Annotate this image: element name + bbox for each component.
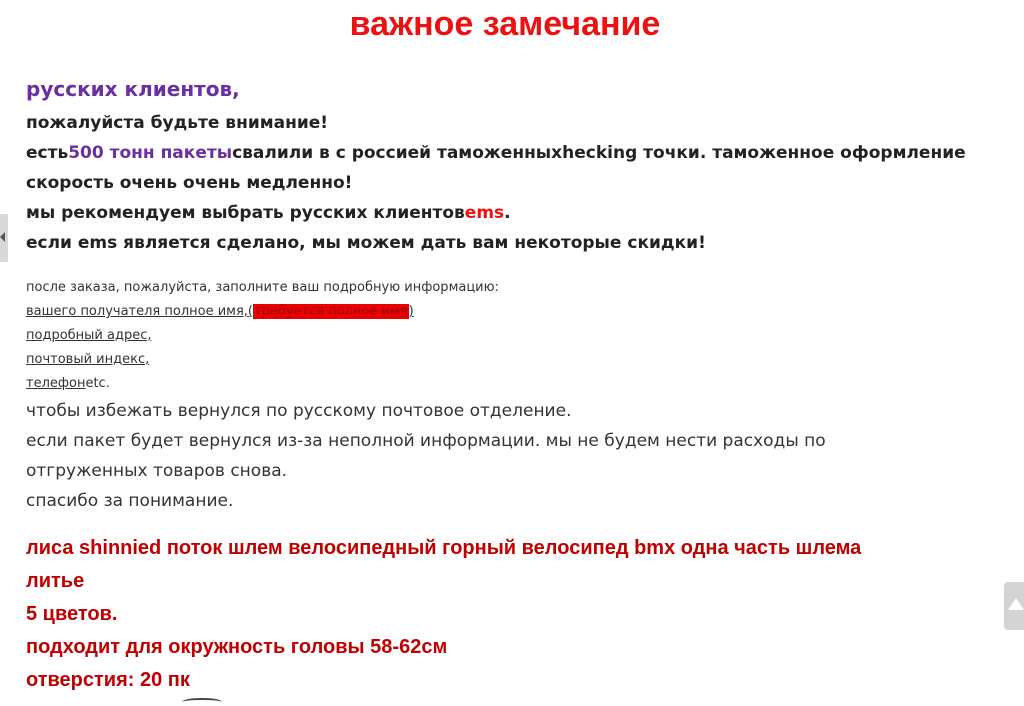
notice-heading: русских клиентов, — [26, 77, 240, 101]
image-fragment — [182, 698, 222, 706]
order-info-instructions — [26, 276, 996, 396]
product-line-3: 5 цветов. — [26, 603, 118, 625]
policy-line-3: отгруженных товаров снова. — [26, 461, 288, 481]
info-phone — [26, 372, 996, 396]
scroll-to-top-button[interactable] — [1004, 582, 1024, 630]
info-postcode: почтовый индекс, — [26, 352, 150, 367]
notice-line-4 — [26, 198, 996, 228]
arrow-up-icon — [1008, 598, 1024, 610]
policy-line-2: если пакет будет вернулся из-за неполной информации. мы не будем нести расходы по — [26, 431, 826, 451]
product-line-1: лиса shinnied поток шлем велосипедный горный велосипед bmx одна часть шлема — [26, 537, 862, 559]
notice-line-2 — [26, 138, 996, 168]
return-policy — [26, 396, 926, 516]
notice-line-4-prefix: мы рекомендуем выбрать русских клиентов — [26, 203, 465, 223]
product-line-4: подходит для окружность головы 58-62см — [26, 636, 448, 658]
phone-suffix: etc. — [85, 376, 110, 391]
customer-notice — [26, 72, 996, 258]
notice-highlight-500: 500 тонн пакеты — [68, 143, 233, 163]
full-name-close: ) — [408, 304, 414, 319]
info-full-name — [26, 300, 996, 324]
product-line-2: литье — [26, 570, 85, 592]
notice-line-5: если ems является сделано, мы можем дать вам некоторые скидки! — [26, 233, 706, 253]
full-name-label: вашего получателя полное имя,( — [26, 304, 253, 319]
product-description — [26, 532, 956, 697]
info-address: подробный адрес, — [26, 328, 152, 343]
full-name-required-badge — [253, 304, 409, 319]
chevron-left-icon — [0, 232, 5, 242]
product-line-5: отверстия: 20 пк — [26, 669, 190, 691]
phone-label: телефон — [26, 376, 86, 391]
notice-line-4-suffix: . — [504, 203, 511, 223]
notice-line-1: пожалуйста будьте внимание! — [26, 113, 329, 133]
info-intro: после заказа, пожалуйста, заполните ваш подробную информацию: — [26, 280, 499, 295]
side-panel-toggle[interactable] — [0, 214, 8, 262]
policy-line-4: спасибо за понимание. — [26, 491, 234, 511]
notice-line-3: скорость очень очень медленно! — [26, 173, 353, 193]
notice-line-2-suffix: свалили в с россией таможенныхhecking точки. таможенное оформление — [232, 143, 966, 163]
full-name-required-text: требуется полное имя — [254, 304, 408, 319]
notice-line-2-prefix: есть — [26, 143, 69, 163]
notice-highlight-ems: ems — [464, 203, 505, 223]
page-title: важное замечание — [349, 5, 661, 43]
policy-line-1: чтобы избежать вернулся по русскому почтовое отделение. — [26, 401, 572, 421]
